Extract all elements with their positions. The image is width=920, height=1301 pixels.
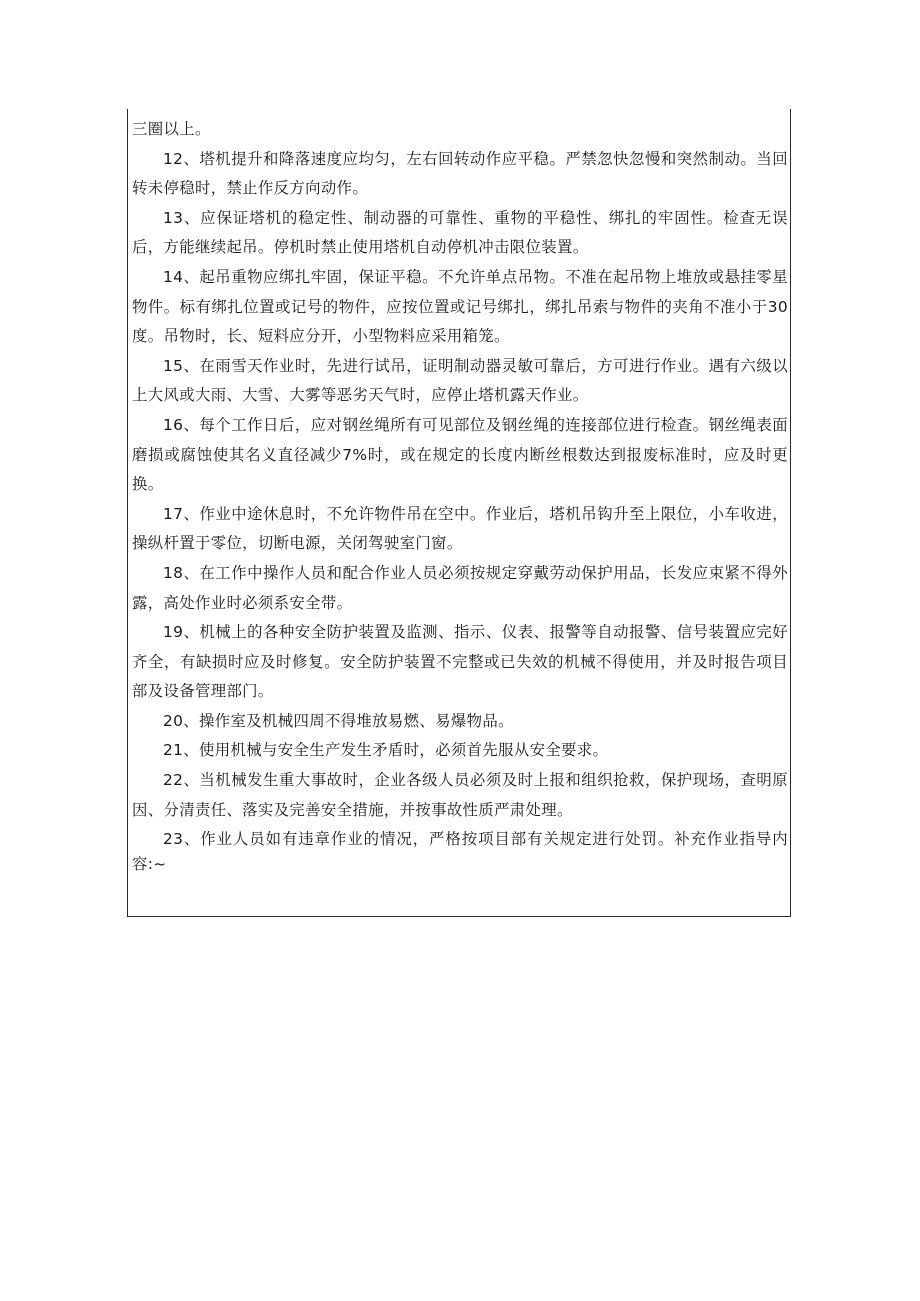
rule-23: 23、作业人员如有违章作业的情况，严格按项目部有关规定进行处罚。补充作业指导内容:~: [132, 830, 788, 874]
rule-18: 18、在工作中操作人员和配合作业人员必须按规定穿戴劳动保护用品，长发应束紧不得外露，高处作业时必须系安全带。: [132, 563, 788, 612]
safety-rules-text: [132, 115, 788, 877]
rule-16: 16、每个工作日后，应对钢丝绳所有可见部位及钢丝绳的连接部位进行检查。钢丝绳表面磨损或腐蚀使其名义直径减少7%时，或在规定的长度内断丝根数达到报废标准时，应及时更换。: [132, 415, 788, 494]
rule-20: 20、操作室及机械四周不得堆放易燃、易爆物品。: [163, 711, 514, 730]
rule-19: 19、机械上的各种安全防护装置及监测、指示、仪表、报警等自动报警、信号装置应完好齐全，有缺损时应及时修复。安全防护装置不完整或已失效的机械不得使用，并及时报告项目部及设备管理部门。: [132, 623, 788, 701]
rule-15: 15、在雨雪天作业时，先进行试吊，证明制动器灵敏可靠后，方可进行作业。遇有六级以上大风或大雨、大雪、大雾等恶劣天气时，应停止塔机露天作业。: [132, 356, 788, 405]
rule-13: 13、应保证塔机的稳定性、制动器的可靠性、重物的平稳性、绑扎的牢固性。检查无误后，方能继续起吊。停机时禁止使用塔机自动停机冲击限位装置。: [132, 208, 788, 257]
rule-17: 17、作业中途休息时，不允许物件吊在空中。作业后，塔机吊钩升至上限位，小车收进，操纵杆置于零位，切断电源，关闭驾驶室门窗。: [132, 504, 788, 553]
rule-14: 14、起吊重物应绑扎牢固，保证平稳。不允许单点吊物。不准在起吊物上堆放或悬挂零星物件。标有绑扎位置或记号的物件，应按位置或记号绑扎，绑扎吊索与物件的夹角不准小于30度。吊物时，长、短料应分开，小型物料应采用箱笼。: [132, 267, 788, 346]
rule-21: 21、使用机械与安全生产发生矛盾时，必须首先服从安全要求。: [163, 741, 609, 760]
rule-22: 22、当机械发生重大事故时，企业各级人员必须及时上报和组织抢救，保护现场，查明原因、分清责任、落实及完善安全措施，并按事故性质严肃处理。: [132, 771, 788, 819]
rule-12: 12、塔机提升和降落速度应均匀，左右回转动作应平稳。严禁忽快忽慢和突然制动。当回转未停稳时，禁止作反方向动作。: [132, 149, 788, 198]
content-table-cell: [127, 109, 791, 917]
paragraph-continuation: 三圈以上。: [132, 120, 211, 138]
